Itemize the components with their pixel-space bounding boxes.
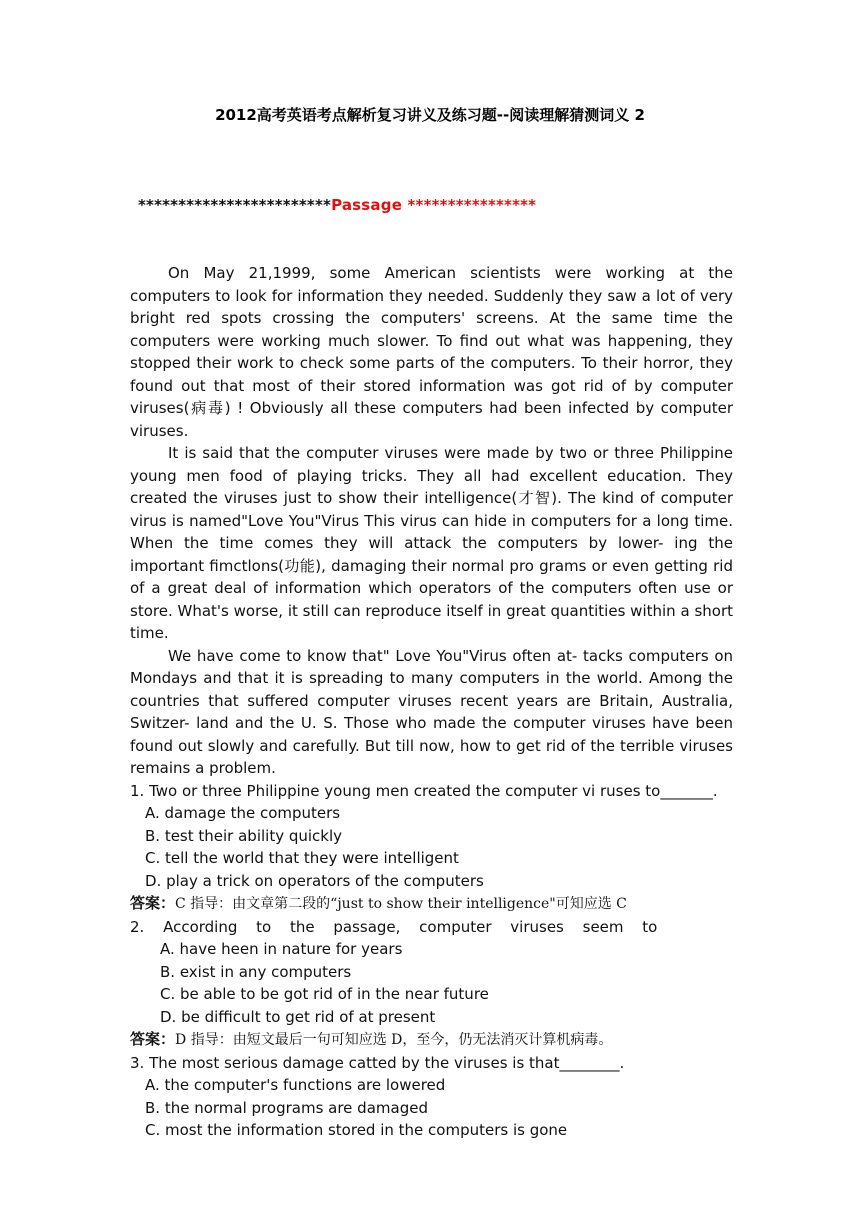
question-3-option-a: A. the computer's functions are lowered bbox=[145, 1076, 446, 1094]
question-2-answer bbox=[130, 1028, 733, 1052]
question-1-option-c: C. tell the world that they were intelligent bbox=[145, 849, 459, 867]
question-2-option-b: B. exist in any computers bbox=[160, 962, 352, 981]
question-1-stem: 1. Two or three Philippine young men created the computer vi ruses to_______. bbox=[130, 781, 718, 800]
passage-stars-left: ************************ bbox=[138, 196, 332, 214]
passage-header bbox=[138, 196, 536, 214]
question-1-option-d: D. play a trick on operators of the computers bbox=[145, 871, 484, 890]
document-title: 2012高考英语考点解析复习讲义及练习题--阅读理解猜测词义 2 bbox=[215, 106, 645, 124]
question-3-option-c: C. most the information stored in the computers is gone bbox=[145, 1121, 568, 1139]
question-3-option-b: B. the normal programs are damaged bbox=[145, 1098, 428, 1117]
answer-explanation: D 指导：由短文最后一句可知应选 D，至今，仍无法消灭计算机病毒。 bbox=[175, 1032, 613, 1048]
question-1-option-b: B. test their ability quickly bbox=[145, 826, 343, 845]
paragraph-2: It is said that the computer viruses were made by two or three Philippine young men food of playing tricks. They all had excellent education. They created the viruses just to show their intelligence(才智). The kind of computer virus is named"Love You"Virus This virus can hide in computers for a long time. When the time comes they will attack the computers by lower- ing the important fimctlons(功能), damaging their normal pro grams or even getting rid of a great deal of information which operators of the computers often use or store. What's worse, it still can reproduce itself in great quantities within a short time. bbox=[130, 444, 733, 642]
answer-label: 答案： bbox=[130, 894, 176, 912]
answer-explanation: C 指导：由文章第二段的“just to show their intelligence"可知应选 C bbox=[175, 896, 627, 912]
question-3-stem: 3. The most serious damage catted by the viruses is that________. bbox=[130, 1053, 625, 1072]
question-2-option-c: C. be able to be got rid of in the near future bbox=[160, 985, 489, 1003]
question-1-option-a: A. damage the computers bbox=[145, 804, 341, 822]
paragraph-3: We have come to know that" Love You"Virus often at- tacks computers on Mondays and that it is spreading to many computers in the world. Among the countries that suffered computer viruses recent years are Britain, Australia, Switzer- land and the U. S. Those who made the computer viruses have been found out slowly and carefully. But till now, how to get rid of the terrible viruses remains a problem. bbox=[130, 646, 733, 777]
document-body bbox=[130, 262, 733, 1142]
question-2-stem: 2. According to the passage, computer viruses seem to bbox=[130, 917, 658, 936]
passage-label: Passage bbox=[331, 196, 408, 214]
question-2-option-d: D. be difficult to get rid of at present bbox=[160, 1007, 436, 1026]
question-2-option-a: A. have heen in nature for years bbox=[160, 940, 403, 958]
question-1-answer bbox=[130, 892, 733, 916]
paragraph-1: On May 21,1999, some American scientists were working at the computers to look for information they needed. Suddenly they saw a lot of very bright red spots crossing the computers' screens. At the same time the computers were working much slower. To find out what was happening, they stopped their work to check some parts of the computers. To their horror, they found out that most of their stored information was got rid of by computer viruses(病毒) ! Obviously all these computers had been infected by computer viruses. bbox=[130, 264, 733, 440]
answer-label: 答案： bbox=[130, 1030, 176, 1048]
passage-stars-right: **************** bbox=[407, 196, 537, 214]
